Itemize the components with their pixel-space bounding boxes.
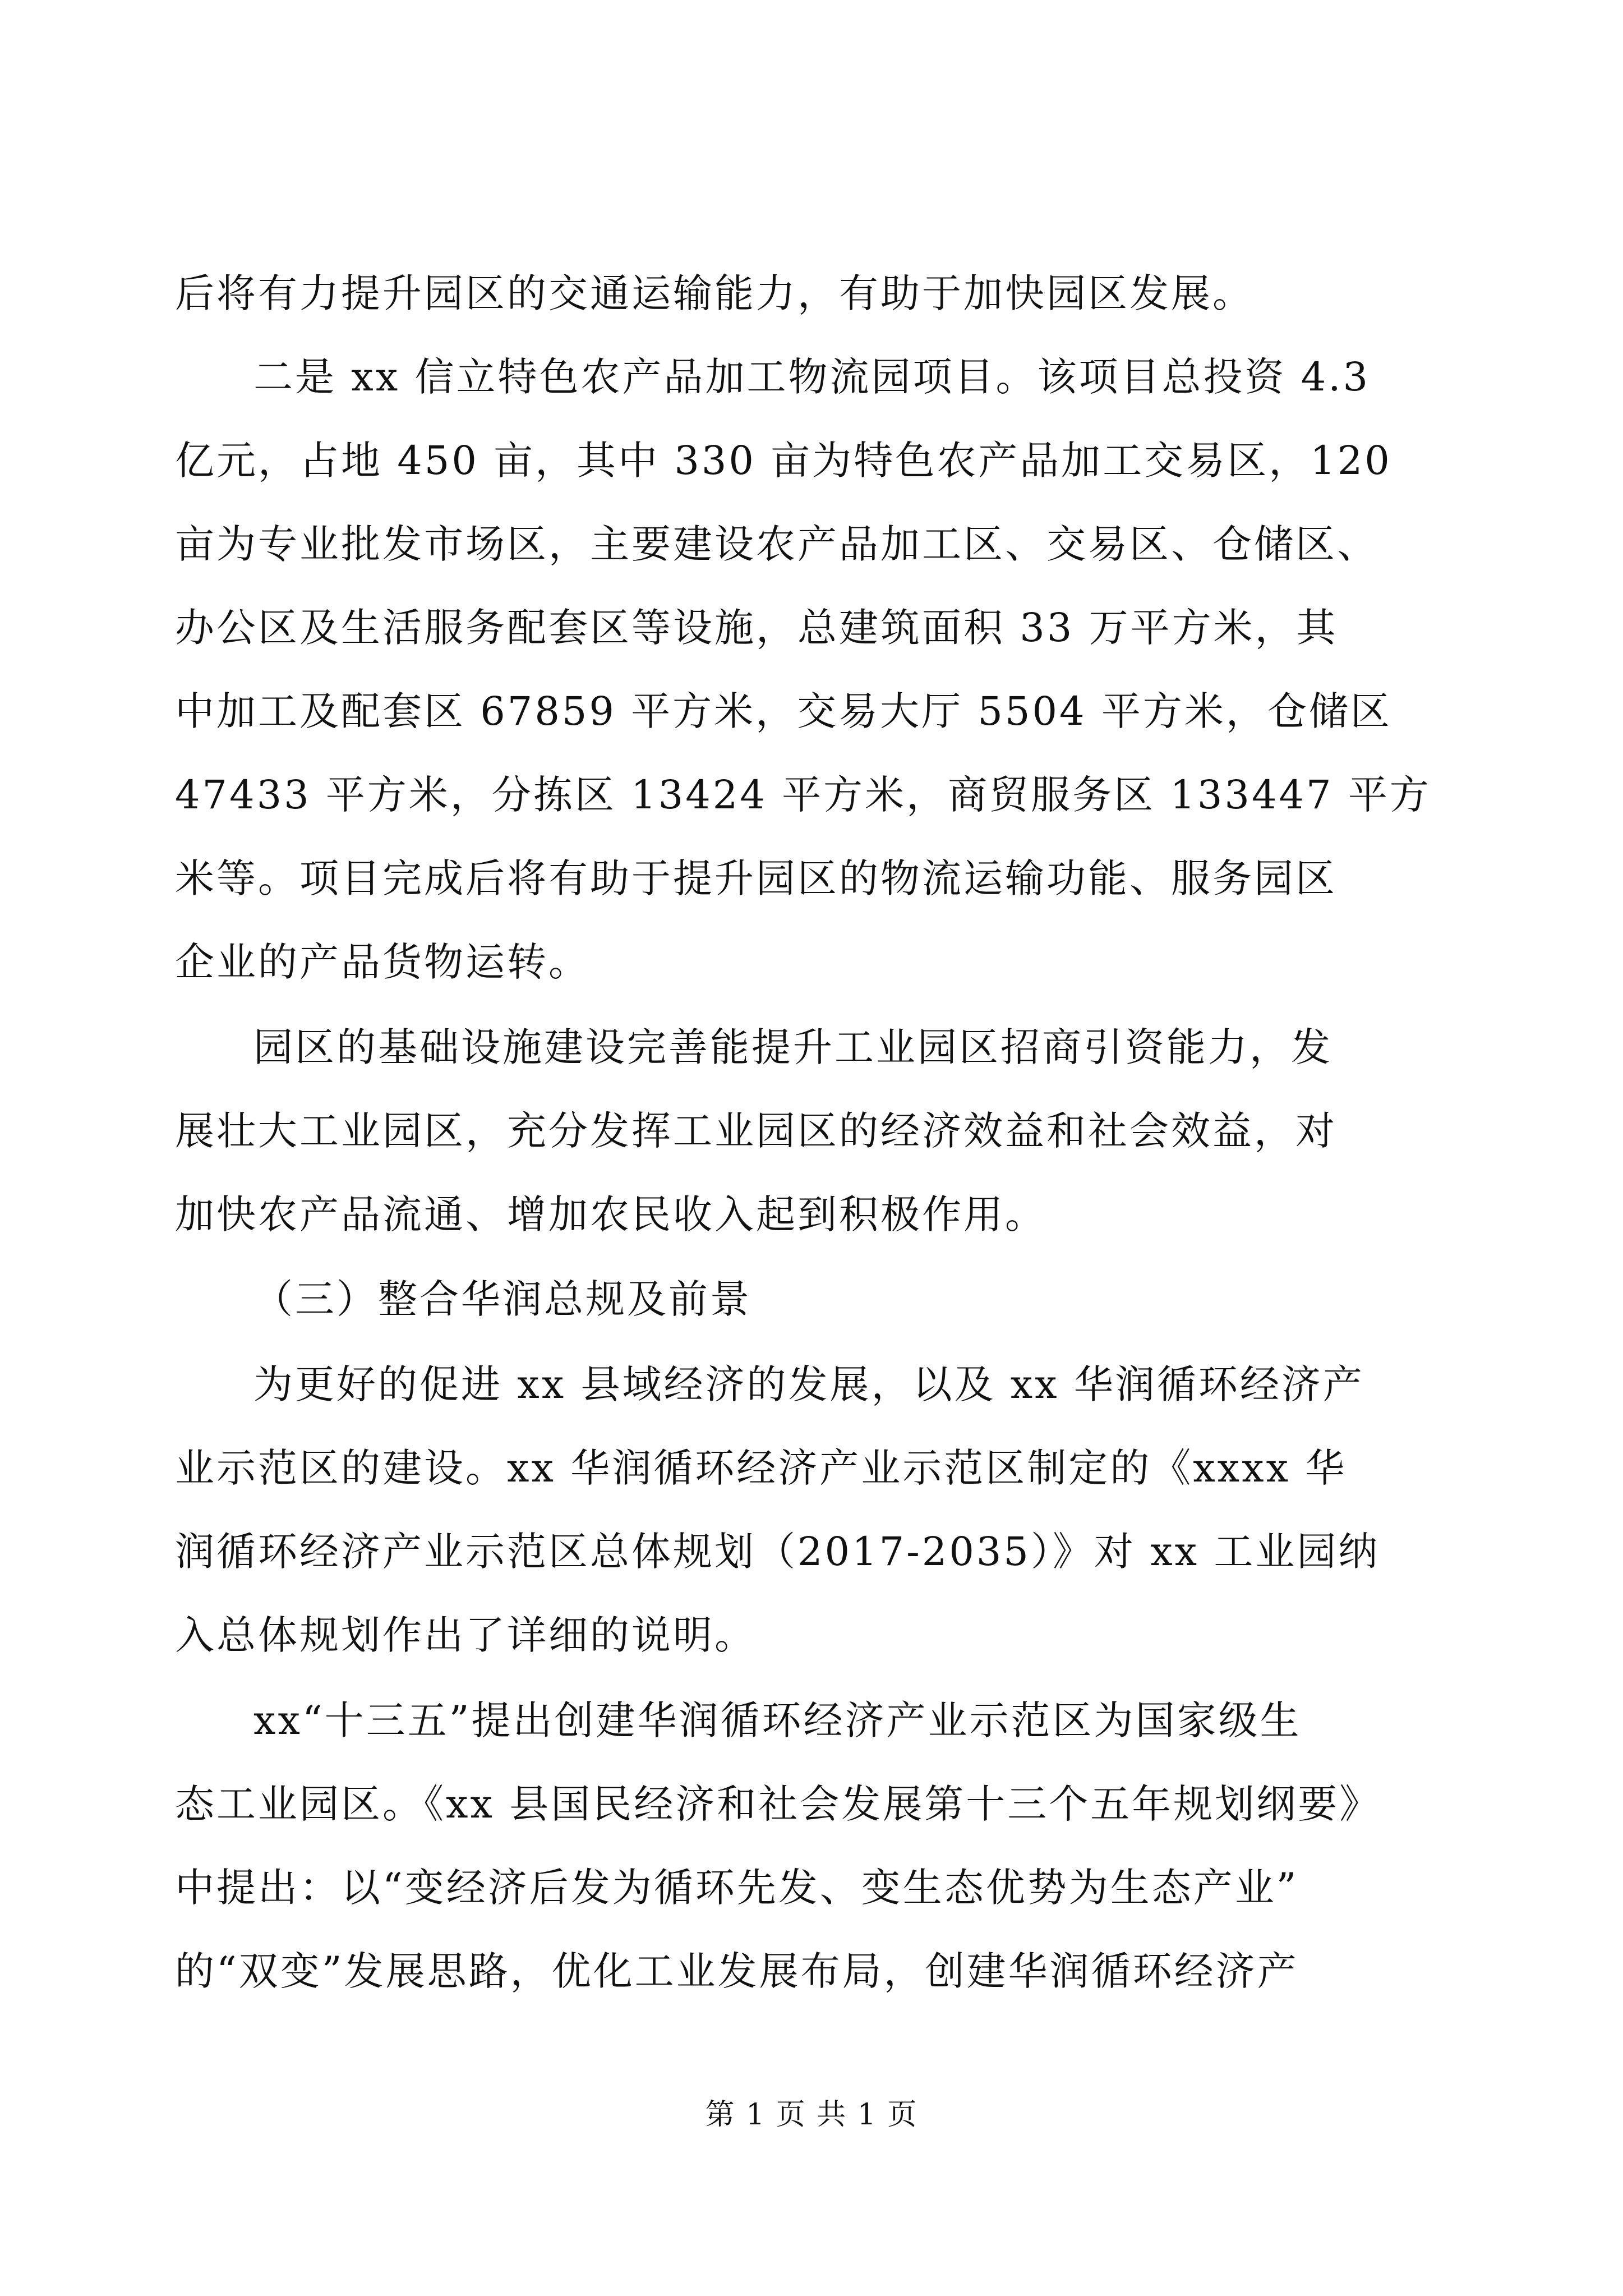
text-line-1: 后将有力提升园区的交通运输能力，有助于加快园区发展。	[175, 270, 1254, 316]
text-line-18: xx“十三五”提出创建华润循环经济产业示范区为国家级生	[253, 1697, 1302, 1743]
page-footer: 第 1 页 共 1 页	[705, 2098, 918, 2132]
text-line-11: 展壮大工业园区，充分发挥工业园区的经济效益和社会效益，对	[175, 1108, 1337, 1154]
text-line-20: 中提出：以“变经济后发为循环先发、变生态优势为生态产业”	[175, 1865, 1299, 1911]
text-line-21: 的“双变”发展思路，优化工业发展布局，创建华润循环经济产	[175, 1948, 1299, 1994]
text-line-3: 亿元，占地 450 亩，其中 330 亩为特色农产品加工交易区，120	[175, 438, 1392, 484]
text-line-16: 润循环经济产业示范区总体规划（2017-2035）》对 xx 工业园纳	[175, 1529, 1380, 1575]
text-line-15: 业示范区的建设。xx 华润循环经济产业示范区制定的《xxxx 华	[175, 1445, 1347, 1491]
text-line-9: 企业的产品货物运转。	[175, 939, 590, 985]
text-line-19: 态工业园区。《xx 县国民经济和社会发展第十三个五年规划纲要》	[175, 1781, 1381, 1827]
text-line-2: 二是 xx 信立特色农产品加工物流园项目。该项目总投资 4.3	[253, 354, 1371, 400]
text-line-5: 办公区及生活服务配套区等设施，总建筑面积 33 万平方米，其	[175, 605, 1338, 651]
text-line-12: 加快农产品流通、增加农民收入起到积极作用。	[175, 1191, 1046, 1237]
text-line-7: 47433 平方米，分拣区 13424 平方米，商贸服务区 133447 平方	[175, 772, 1431, 818]
text-line-6: 中加工及配套区 67859 平方米，交易大厅 5504 平方米，仓储区	[175, 688, 1392, 734]
section-heading: （三）整合华润总规及前景	[253, 1276, 751, 1322]
text-line-10: 园区的基础设施建设完善能提升工业园区招商引资能力，发	[253, 1024, 1332, 1070]
text-line-8: 米等。项目完成后将有助于提升园区的物流运输功能、服务园区	[175, 855, 1337, 901]
text-line-14: 为更好的促进 xx 县域经济的发展，以及 xx 华润循环经济产	[253, 1361, 1364, 1407]
text-line-4: 亩为专业批发市场区，主要建设农产品加工区、交易区、仓储区、	[175, 521, 1378, 567]
text-line-17: 入总体规划作出了详细的说明。	[175, 1612, 756, 1658]
